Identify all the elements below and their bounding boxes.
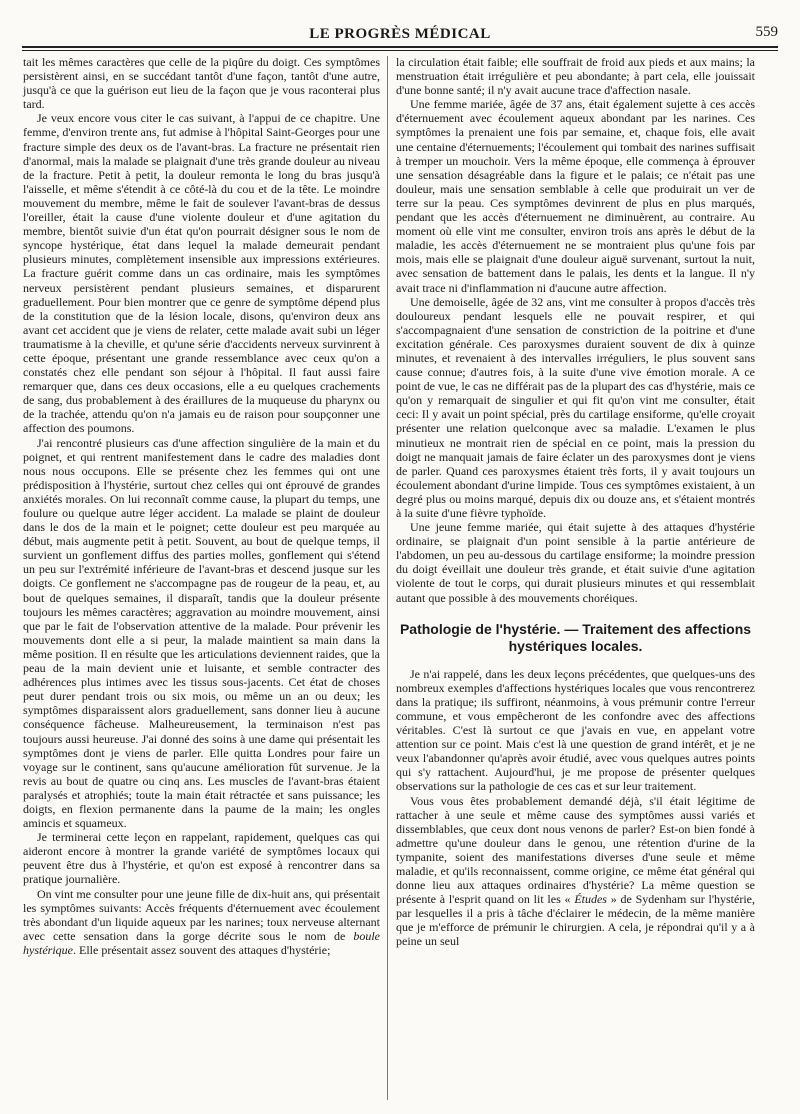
paragraph <box>23 887 380 957</box>
right-column <box>396 55 755 949</box>
journal-title: LE PROGRÈS MÉDICAL <box>309 26 491 42</box>
paragraph: Je n'ai rappelé, dans les deux leçons précédentes, que quelques-uns des nombreux exemples d'affections hystériques locales que vous rencontrerez dans la pratique; ils suffiront, néanmoins, à vous prémunir contre l'erreur commune, et vous empêcheront de les confondre avec des affections véritables. C'est là surtout ce que j'avais en vue, en appelant votre attention sur ce point. Mais c'est là une question de grand intérêt, et je ne veux l'abandonner qu'après avoir étudié, avec vous quelques autres points qui s'y rattachent. Aujourd'hui, je me propose de présenter quelques observations sur la pathologie de ces cas et sur leur traitement. <box>396 666 755 794</box>
text-run: » de Sydenham sur l'hystérie, par lesquelles il a pris à tâche d'éclairer le médecin, de la même manière que je m'efforce de prémunir le chirurgien. A cela, je répondrai qu'il y a à peine un seul <box>396 892 755 949</box>
paragraph: Une demoiselle, âgée de 32 ans, vint me consulter à propos d'accès très douloureux pendant lesquels elle ne pouvait respirer, et qui s'accompagnaient d'une sensation de constriction de la poitrine et d'une excitation générale. Ces paroxysmes duraient souvent de dix à quinze minutes, et revenaient à des intervalles irréguliers, le plus souvent sans cause connue; d'autres fois, à la suite d'une vive émotion morale. A ce point de vue, le cas ne différait pas de la plupart des cas d'hystérie, mais ce qu'on y remarquait de singulier et qui fit qu'on vint me consulter, était ceci: Il y avait un point spécial, près du cartilage ensiforme, qu'elle croyait présenter une relation quelconque avec sa maladie. L'examen le plus minutieux ne montrait rien de spécial en ce point, mais la pression du doigt ne manquait jamais de faire éclater un des paroxysmes dont je viens de parler. Quand ces paroxysmes étaient très forts, il y avait toujours un écoulement abondant d'urine limpide. Tous ces symptômes existaient, à un degré plus ou moins marqué, depuis dix ou douze ans, et s'étaient montrés à la suite d'une fièvre typhoïde. <box>396 294 755 520</box>
left-column <box>23 55 380 957</box>
running-header <box>22 20 778 44</box>
paragraph: tait les mêmes caractères que celle de la piqûre du doigt. Ces symptômes persistèrent ainsi, en se succédant tantôt d'une façon, tantôt d'une autre, jusqu'à ce que la guérison eut lieu de la façon que je vous raconterai plus tard. <box>23 55 380 112</box>
paragraph: Je veux encore vous citer le cas suivant, à l'appui de ce chapitre. Une femme, d'environ trente ans, fut admise à l'hôpital Saint-Georges pour une fracture simple des deux os de l'avant-bras. La fracture ne présentait rien d'anormal, mais la malade se plaignait d'une très grande douleur au niveau de la fracture. Petit à petit, la douleur remonta le long du bras jusqu'à l'aisselle, et même s'étendit à ce côté-là du cou et de la tête. Le moindre mouvement du membre, même le fait de soulever l'avant-bras de dessus l'oreiller, était la cause d'une violente douleur et d'une agitation du membre, bientôt suivie d'un état qu'on pourrait désigner sous le nom de syncope hystérique, état dans lequel la malade demeurait pendant plusieurs minutes, complètement insensible aux impressions extérieures. La fracture guérit comme dans un cas ordinaire, mais les symptômes nerveux persistèrent pendant plusieurs semaines, et disparurent graduellement. Pour bien montrer que ce genre de symptôme dépend plus de la constitution que de la lésion locale, disons, qu'environ deux ans avant cet accident que je viens de relater, cette malade avait subi un léger traumatisme à la cheville, et qu'une série d'accidents nerveux survinrent à cette époque, présentant une grande ressemblance avec ceux qu'on a constatés chez elle pendant son séjour à l'hôpital. Il faut aussi faire remarquer que, dans ces deux occasions, elle a eu quelques crachements de sang, dus probablement à des éraillures de la muqueuse du pharynx ou de la trachée, attendu qu'on n'a jamais eu de raison pour soupçonner une affection des poumons. <box>23 111 380 436</box>
text-run: . Elle présentait assez souvent des attaques d'hystérie; <box>73 942 331 957</box>
paragraph: Une jeune femme mariée, qui était sujette à des attaques d'hystérie ordinaire, se plaignait d'un point sensible à la partie antérieure de l'abdomen, un peu au-dessous du cartilage ensiforme; la moindre pression du doigt éveillait une douleur très grande, et était suivie d'une agitation violente de tout le corps, qui durait plusieurs minutes et qui ressemblait autant que possible à des mouvements choréiques. <box>396 520 755 605</box>
paragraph: Je terminerai cette leçon en rappelant, rapidement, quelques cas qui aideront encore à montrer la grande variété de symptômes locaux qui peuvent être dus à l'hystérie, et qu'on est exposé à rencontrer dans sa pratique journalière. <box>23 830 380 887</box>
paragraph: Une femme mariée, âgée de 37 ans, était également sujette à ces accès d'éternuement avec écoulement aqueux abondant par les narines. Ces symptômes la prenaient une fois par semaine, et, chaque fois, elle avait une centaine d'éternuements; l'écoulement qui tombait des narines suffisait à tremper un mouchoir. Vers la même époque, elle commença à éprouver une sensation désagréable dans la figure et le palais; ce n'était pas une douleur, mais une sensation semblable à celle que produirait un ver de terre sur la peau. Ces symptômes devinrent de plus en plus marqués, pendant que les accès d'éternuement ne diminuèrent, au contraire. Au moment où elle vint me consulter, environ trois ans après le début de la maladie, les accès d'éternuement ne se montraient plus qu'une fois par mois, mais elle se plaignait d'une douleur aiguë survenant, surtout la nuit, avec sensation de battement dans le palais, les dents et la langue. Il n'y avait trace ni d'inflammation ni d'aucune autre affection. <box>396 97 755 295</box>
paragraph <box>396 794 755 949</box>
text-run: Vous vous êtes probablement demandé déjà, s'il était légitime de rattacher à une seule et même cause des symptômes aussi variés et dissemblables, que ceux dont nous venons de parler? Est-on bien fondé à admettre qu'une douleur dans le genou, une rétention d'urine de la tympanite, soient des manifestations diverses d'une seule et même maladie, et qu'ils reconnaissent, comme origine, ce même état général qui donne lieu aux attaques ordinaires d'hystérie? La même question se présente à l'esprit quand on lit les « <box>396 793 755 907</box>
italic-term: Études <box>574 892 607 907</box>
page-number: 559 <box>755 24 778 40</box>
header-rule-thin <box>22 50 778 51</box>
column-separator <box>387 56 388 1100</box>
header-rule-thick <box>22 46 778 48</box>
paragraph: la circulation était faible; elle souffrait de froid aux pieds et aux mains; la menstruation était irrégulière et peu abondante; à part cela, elle jouissait d'une bonne santé; il n'y avait aucune trace d'affection nasale. <box>396 55 755 98</box>
text-run: On vint me consulter pour une jeune fille de dix-huit ans, qui présentait les symptômes suivants: Accès fréquents d'éternuement avec écoulement très abondant d'un liquide aqueux par les narines; toux nerveuse alternant avec cette sensation dans la gorge décrite sous le nom de <box>23 886 380 943</box>
section-heading: Pathologie de l'hystérie. — Traitement des affections hystériques locales. <box>399 620 752 654</box>
paragraph: J'ai rencontré plusieurs cas d'une affection singulière de la main et du poignet, et qui rentrent manifestement dans le cadre des maladies dont nous nous occupons. Elle se présente chez les femmes qui ont une prédisposition à l'hystérie, surtout chez celles qui ont éprouvé de grandes anxiétés morales. On lui reconnaît comme cause, la plupart du temps, une foulure ou quelque autre léger accident. La malade se plaint de douleur dans le dos de la main et le poignet; cette douleur est peu marquée au début, mais augmente petit à petit. Souvent, au bout de quelque temps, il survient un gonflement diffus des parties molles, gonflement qui s'étend un peu sur l'extrémité inférieure de l'avant-bras et descend jusque sur les doigts. Ce gonflement ne s'accompagne pas de rougeur de la peau, et, au bout de quelques semaines, il disparaît, tandis que la douleur présente toujours les mêmes caractères; aggravation au moindre mouvement, ainsi que par le fait de l'observation attentive de la malade. Pour prévenir les mouvements dont elle a si peur, la malade maintient sa main dans la même position. Il en résulte que les articulations deviennent raides, que la peau de la main devient unie et luisante, et semble contracter des adhérences plus intimes avec les tissus sous-jacents. Cet état de choses peut durer pendant trois ou six mois, ou même un an ou deux; les symptômes disparaissent alors graduellement, sans donner lieu à aucune conséquence fâcheuse. Malheureusement, la terminaison n'est pas toujours aussi heureuse. J'ai donné des soins à une dame qui présentait les symptômes dont je viens de parler. Elle quitta Londres pour faire un voyage sur le continent, sans qu'aucune amélioration fût survenue. Je la revis au bout de quatre ou cinq ans. Les muscles de l'avant-bras étaient paralysés et atrophiés; toute la main était rétractée et sans puissance; les doigts, en flexion permanente dans la paume de la main; les ongles amincis et squameux. <box>23 435 380 831</box>
italic-term: boule hystérique <box>23 928 380 957</box>
